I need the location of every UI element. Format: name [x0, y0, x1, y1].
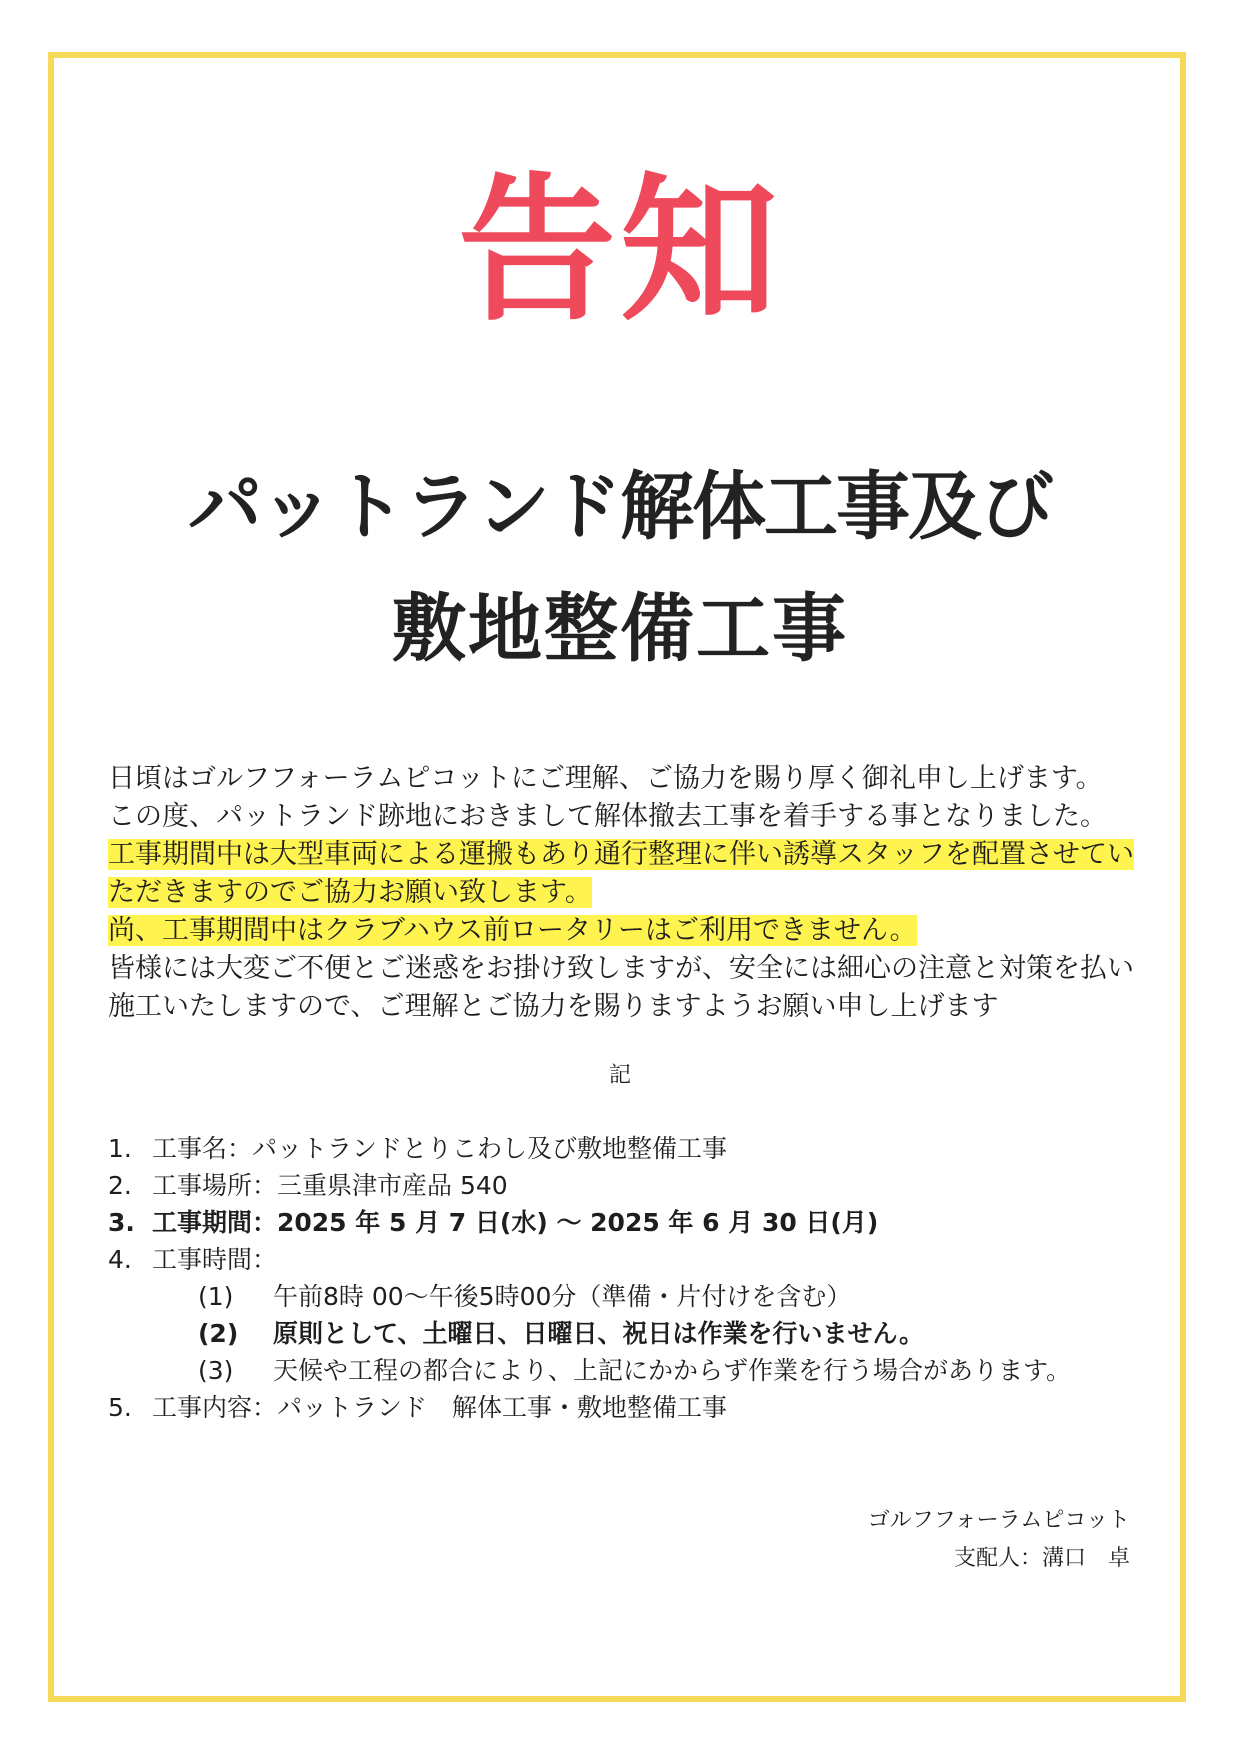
notice-body	[108, 760, 1148, 1026]
sub-item	[108, 1278, 1148, 1315]
item-number: 3.	[108, 1208, 135, 1237]
item-text: 工事時間：	[152, 1245, 278, 1274]
sub-item	[108, 1315, 1148, 1352]
signature-organization: ゴルフフォーラムピコット	[867, 1508, 1130, 1533]
title-line-2: 敷地整備工事	[392, 586, 848, 672]
sub-item-number: (3)	[198, 1356, 234, 1385]
list-item	[108, 1241, 1148, 1278]
title-line-1: パットランド解体工事及び	[188, 464, 1052, 550]
item-number: 2.	[108, 1171, 132, 1200]
ki-marker: 記	[608, 1063, 631, 1088]
item-text: 工事場所：三重県津市産品 540	[152, 1171, 508, 1200]
highlighted-text: 工事期間中は大型車両による運搬もあり通行整理に伴い誘導スタッフを配置させてい	[108, 839, 1134, 870]
sub-item-text: 午前8時 00～午後5時00分（準備・片付けを含む）	[273, 1282, 852, 1311]
sub-item	[108, 1352, 1148, 1389]
signature-block	[868, 1502, 1130, 1578]
paragraph-apology-cont: 施工いたしますので、ご理解とご協力を賜りますようお願い申し上げます	[108, 991, 999, 1022]
list-item	[108, 1204, 1148, 1241]
sub-item-number: (1)	[198, 1282, 234, 1311]
list-item	[108, 1389, 1148, 1426]
paragraph-apology: 皆様には大変ご不便とご迷惑をお掛け致しますが、安全には細心の注意と対策を払い	[108, 953, 1134, 984]
item-number: 4.	[108, 1245, 132, 1274]
headline: 告知	[458, 159, 782, 343]
highlighted-text: 尚、工事期間中はクラブハウス前ロータリーはご利用できません。	[108, 915, 917, 946]
item-text: 工事期間：2025 年 5 月 7 日(水) ～ 2025 年 6 月 30 日(月)	[152, 1208, 879, 1237]
item-text: 工事名：パットランドとりこわし及び敷地整備工事	[152, 1134, 728, 1163]
item-number: 1.	[108, 1134, 132, 1163]
list-item	[108, 1130, 1148, 1167]
sub-item-text: 天候や工程の都合により、上記にかからず作業を行う場合があります。	[273, 1356, 1072, 1385]
list-item	[108, 1167, 1148, 1204]
paragraph-announcement: この度、パットランド跡地におきまして解体撤去工事を着手する事となりました。	[108, 801, 1107, 832]
details-list	[108, 1130, 1148, 1426]
sub-item-text: 原則として、土曜日、日曜日、祝日は作業を行いません。	[273, 1319, 925, 1348]
paragraph-rotary-closed	[108, 912, 1148, 950]
sub-item-number: (2)	[198, 1319, 239, 1348]
item-number: 5.	[108, 1393, 132, 1422]
highlighted-text: ただきますのでご協力お願い致します。	[108, 877, 592, 908]
item-text: 工事内容：パットランド 解体工事・敷地整備工事	[152, 1393, 728, 1422]
paragraph-traffic-staff-cont	[108, 874, 1148, 912]
signature-person: 支配人：溝口 卓	[953, 1546, 1130, 1571]
paragraph-greeting: 日頃はゴルフフォーラムピコットにご理解、ご協力を賜り厚く御礼申し上げます。	[108, 763, 1103, 794]
paragraph-traffic-staff	[108, 836, 1148, 874]
